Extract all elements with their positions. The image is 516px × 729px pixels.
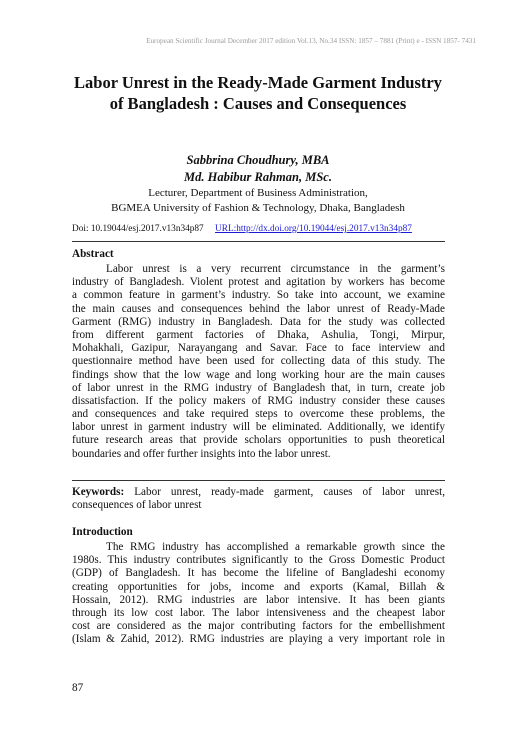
introduction-line: The RMG industry has accomplished a remarkable growth since the (106, 541, 445, 553)
abstract-line: Mohakhali, Gazipur, Narayangang and Savar. Face to face interview and (72, 342, 445, 355)
abstract-line: questionnaire method have been used for collecting data of this study. The (72, 355, 445, 368)
abstract-line: boundaries and offer further insights into the labor unrest. (72, 447, 331, 460)
abstract-line: Garment (RMG) industry in Bangladesh. Data for the study was collected (72, 315, 445, 328)
affiliation-line: BGMEA University of Fashion & Technology, Dhaka, Bangladesh (111, 202, 405, 214)
author-block (40, 152, 476, 216)
abstract-line: from different garment factories of Dhaka, Ashulia, Tongi, Mirpur, (72, 328, 445, 341)
doi-link[interactable]: URL:http://dx.doi.org/10.19044/esj.2017.v13n34p87 (215, 224, 412, 234)
abstract-line: labor unrest in garment industry will be eliminated. Additionally, we identify (72, 421, 445, 434)
introduction-line: cost are considered as the major contributing factors for the embellishment (72, 620, 445, 633)
keywords-line: consequences of labor unrest (72, 499, 202, 512)
keywords-label: Keywords: (72, 486, 125, 498)
author-name: Sabbrina Choudhury, MBA (186, 153, 330, 167)
keywords-line (72, 486, 445, 499)
running-head: European Scientific Journal December 2017 edition Vol.13, No.34 ISSN: 1857 – 7881 (Print) e - ISSN 1857- 7431 (146, 37, 476, 45)
abstract-line: a common feature in garment’s industry. So take into account, we examine (72, 289, 445, 302)
keywords-text: Labor unrest, ready-made garment, causes of labor unrest, (134, 486, 445, 498)
introduction-line: creating opportunities for jobs, income and exports (Kamal, Billah & (72, 580, 445, 593)
introduction-heading: Introduction (72, 526, 133, 538)
introduction-line: (Islam & Zahid, 2012). RMG industries are playing a very important role in (72, 633, 445, 646)
abstract-line: the main causes and consequences behind the labor unrest of Ready-Made (72, 302, 445, 315)
introduction-line: 1980s. This industry contributes significantly to the Gross Domestic Product (72, 554, 445, 567)
title-line: Labor Unrest in the Ready-Made Garment Industry (74, 73, 442, 92)
abstract-body (72, 263, 445, 461)
doi-text: Doi: 10.19044/esj.2017.v13n34p87 (72, 224, 204, 234)
doi-line (72, 224, 476, 234)
introduction-line: Hossain, 2012). RMG industries are labor intensive. It has been giants (72, 593, 445, 606)
introduction-body (72, 541, 445, 647)
affiliation-line: Lecturer, Department of Business Administration, (148, 187, 368, 199)
divider (72, 241, 445, 242)
paper-title (40, 72, 476, 114)
author-name: Md. Habibur Rahman, MSc. (184, 170, 332, 184)
abstract-line: of labor unrest in the RMG industry of Bangladesh that, in turn, create job (72, 381, 445, 394)
abstract-line: industry of Bangladesh. Violent protest and agitation by workers has become (72, 276, 445, 289)
introduction-line: (GDP) of Bangladesh. It has become the lifeline of Bangladeshi economy (72, 567, 445, 580)
abstract-line: dissatisfaction. If the policy makers of RMG industry consider these causes (72, 394, 445, 407)
abstract-line: and consequences and take required steps to overcome these problems, the (72, 408, 445, 421)
abstract-line: future research areas that provide scholars opportunities to push theoretical (72, 434, 445, 447)
divider (72, 480, 445, 481)
title-line: of Bangladesh : Causes and Consequences (109, 94, 407, 113)
abstract-heading: Abstract (72, 248, 114, 260)
introduction-line: through its low cost labor. The labor intensiveness and the cheapest labor (72, 606, 445, 619)
abstract-line: Labor unrest is a very recurrent circumstance in the garment’s (106, 263, 445, 275)
keywords-block (72, 486, 445, 512)
page-number: 87 (72, 682, 84, 694)
abstract-line: findings show that the low wage and long working hour are the main causes (72, 368, 445, 381)
